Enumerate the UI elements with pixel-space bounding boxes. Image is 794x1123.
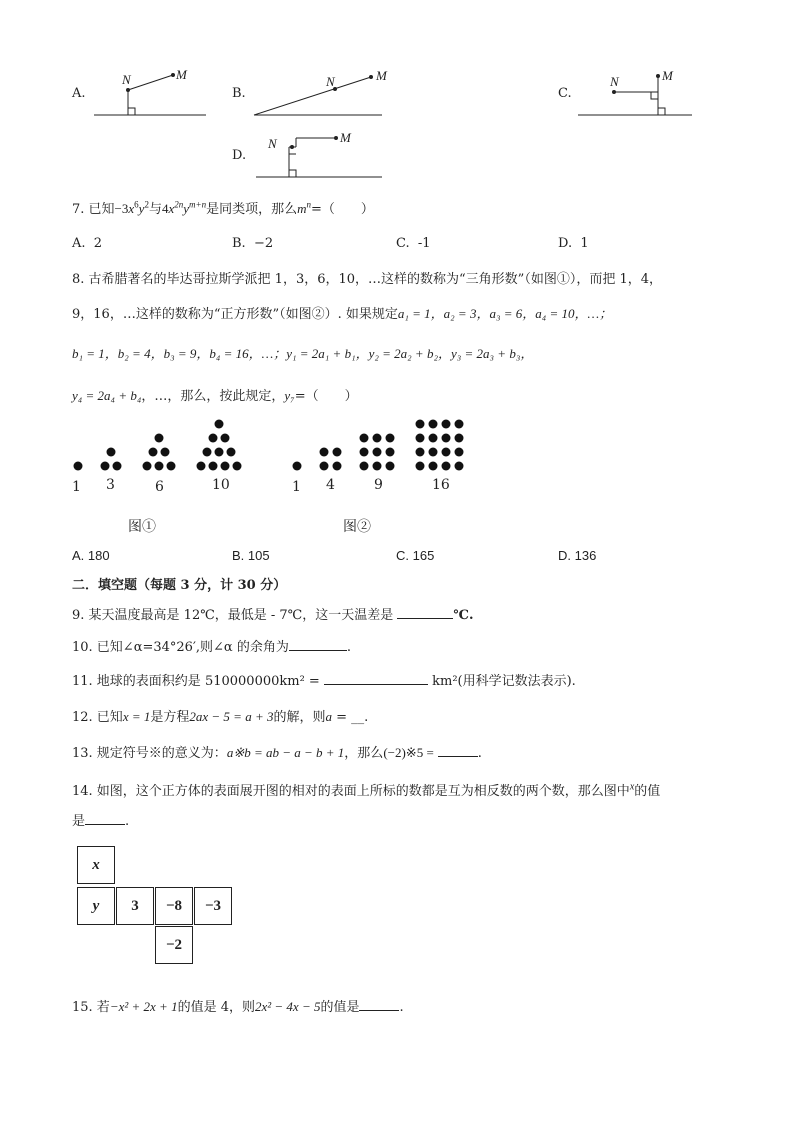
point-m-label: M bbox=[340, 130, 351, 145]
answer-blank[interactable] bbox=[289, 637, 347, 651]
sq-label-3: 9 bbox=[374, 477, 383, 493]
triangle-numbers-figure bbox=[68, 416, 248, 476]
option-b-diagram bbox=[254, 66, 384, 118]
tri-label-3: 6 bbox=[155, 479, 164, 495]
option-c-label: C. bbox=[558, 86, 572, 101]
sq-label-2: 4 bbox=[326, 477, 335, 493]
option-a[interactable]: A. 2 bbox=[72, 236, 103, 251]
section-title: 二．填空题（每题 3 分，计 30 分） bbox=[72, 578, 287, 593]
point-n-label: N bbox=[610, 74, 619, 89]
question-14-line-2: 是 . bbox=[72, 810, 129, 829]
question-7: 7. 已知$-3x^6y^2$与$4x^{2n}y^{m+n}$是同类项，那么$m^n=$（ ） bbox=[72, 199, 374, 217]
question-15: 15. 若−x² + 2x + 1的值是 4，则2x² − 4x − 5的值是 . bbox=[72, 999, 404, 1015]
answer-blank[interactable] bbox=[359, 997, 399, 1011]
net-cell-minus-8: −8 bbox=[155, 887, 193, 925]
point-m-label: M bbox=[662, 68, 673, 83]
answer-blank[interactable] bbox=[85, 811, 125, 825]
point-n-label: N bbox=[326, 74, 335, 89]
option-d-label: D. bbox=[232, 148, 247, 163]
sq-label-4: 16 bbox=[432, 477, 450, 493]
point-n-label: N bbox=[122, 72, 131, 87]
question-14-line-1: 14. 如图，这个正方体的表面展开图的相对的表面上所标的数都是互为相反数的两个数，那么图中$^x$的值 bbox=[72, 781, 661, 799]
net-cell-minus-2: −2 bbox=[155, 926, 193, 964]
question-8-line-1: 8. 古希腊著名的毕达哥拉斯学派把 1，3，6，10，…这样的数称为“三角形数”（如图①），而把 1，4， bbox=[72, 272, 662, 287]
point-m-label: M bbox=[176, 67, 187, 82]
answer-blank[interactable] bbox=[397, 605, 453, 619]
question-8-line-4: y₄ = 2a₄ + b₄，…，那么，按此规定，y₇=（ ） bbox=[72, 388, 358, 404]
option-a-label: A. bbox=[72, 86, 86, 101]
option-b[interactable]: B. 105 bbox=[232, 548, 270, 563]
option-a-diagram bbox=[94, 66, 206, 118]
square-numbers-figure bbox=[286, 416, 476, 476]
option-b[interactable]: B. −2 bbox=[232, 236, 274, 251]
question-9: 9. 某天温度最高是 12℃，最低是 - 7℃，这一天温差是 ℃. bbox=[72, 604, 473, 623]
question-10: 10. 已知∠α=34°26′,则∠α 的余角为 . bbox=[72, 636, 351, 655]
option-c[interactable]: C. 165 bbox=[396, 548, 435, 563]
figure-1-caption: 图① bbox=[128, 519, 156, 535]
option-c-diagram bbox=[578, 66, 694, 118]
option-d[interactable]: D. 136 bbox=[558, 548, 597, 563]
net-cell-y: y bbox=[77, 887, 115, 925]
option-c[interactable]: C. -1 bbox=[396, 236, 431, 251]
question-13: 13. 规定符号※的意义为：a※b = ab − a − b + 1，那么(−2)※5 = . bbox=[72, 745, 482, 761]
net-cell-x: x bbox=[77, 846, 115, 884]
point-m-label: M bbox=[376, 68, 387, 83]
question-7-number: 7. 已知 bbox=[72, 202, 115, 217]
option-d[interactable]: D. 1 bbox=[558, 236, 589, 251]
option-a[interactable]: A. 180 bbox=[72, 548, 110, 563]
net-cell-minus-3: −3 bbox=[194, 887, 232, 925]
question-8-line-3: b₁ = 1，b₂ = 4，b₃ = 9，b₄ = 16，…；y₁ = 2a₁ + b₁，y₂ = 2a₂ + b₂，y₃ = 2a₃ + b₃， bbox=[72, 346, 534, 361]
question-11: 11. 地球的表面积约是 510000000km² = km²(用科学记数法表示). bbox=[72, 670, 576, 689]
point-n-label: N bbox=[268, 136, 277, 151]
answer-blank[interactable] bbox=[324, 671, 428, 685]
answer-blank[interactable] bbox=[438, 743, 478, 757]
question-8-line-2: 9，16，…这样的数称为“正方形数”（如图②）. 如果规定a₁ = 1，a₂ = 3，a₃ = 6，a₄ = 10，…； bbox=[72, 306, 613, 322]
option-b-label: B. bbox=[232, 86, 246, 101]
net-cell-3: 3 bbox=[116, 887, 154, 925]
question-12: 12. 已知x = 1是方程2ax − 5 = a + 3的解，则a = __. bbox=[72, 709, 369, 725]
sq-label-1: 1 bbox=[292, 479, 301, 495]
tri-label-1: 1 bbox=[72, 479, 81, 495]
tri-label-2: 3 bbox=[106, 477, 115, 493]
figure-2-caption: 图② bbox=[343, 519, 371, 535]
tri-label-4: 10 bbox=[212, 477, 230, 493]
